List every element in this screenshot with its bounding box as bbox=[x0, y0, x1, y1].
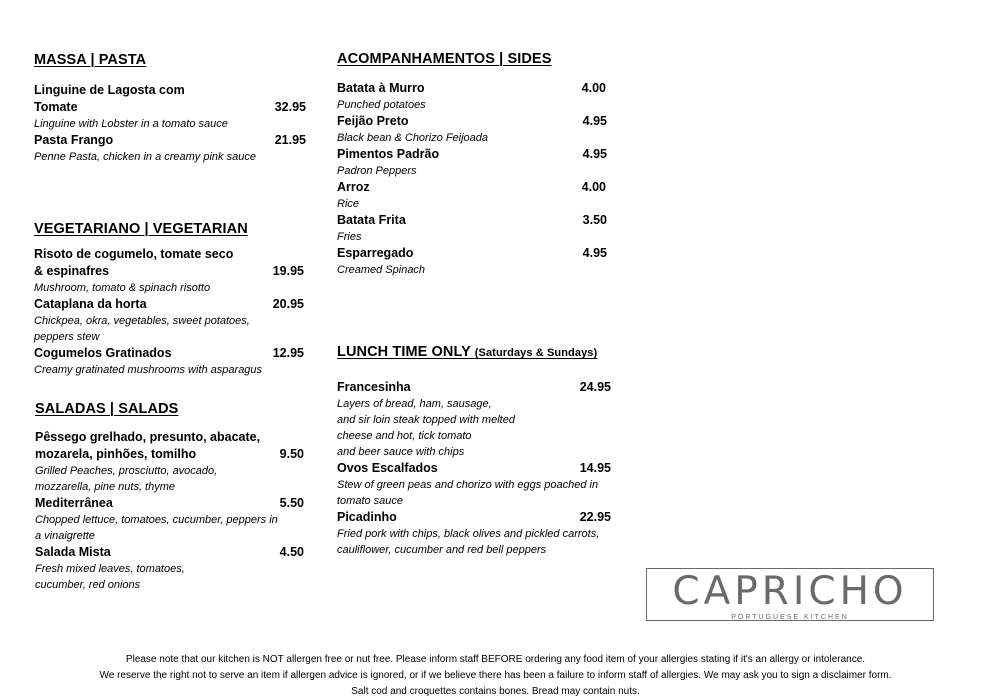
section-title bbox=[337, 344, 621, 360]
item-description: Linguine with Lobster in a tomato sauce bbox=[34, 118, 228, 130]
item-price: 4.95 bbox=[582, 114, 607, 128]
item-name: Mediterrânea bbox=[35, 496, 113, 510]
item-description: Black bean & Chorizo Feijoada bbox=[337, 132, 489, 144]
menu-item bbox=[337, 80, 607, 113]
menu-item bbox=[35, 429, 304, 495]
allergen-notice bbox=[0, 652, 991, 700]
item-description: Rice bbox=[337, 198, 360, 210]
menu-item bbox=[337, 379, 621, 460]
item-name: Picadinho bbox=[337, 510, 397, 524]
item-name: Batata Frita bbox=[337, 213, 406, 227]
item-description: Penne Pasta, chicken in a creamy pink sauce bbox=[34, 151, 256, 163]
item-price: 21.95 bbox=[274, 133, 306, 147]
menu-item bbox=[34, 246, 304, 296]
section-title: SALADAS | SALADS bbox=[35, 401, 179, 417]
item-price: 19.95 bbox=[272, 264, 304, 278]
section-title-main: LUNCH TIME ONLY bbox=[337, 344, 471, 360]
item-price: 4.00 bbox=[581, 81, 606, 95]
menu-item bbox=[35, 495, 304, 544]
item-price: 32.95 bbox=[274, 100, 306, 114]
item-description: Creamed Spinach bbox=[337, 264, 426, 276]
item-description: Fresh mixed leaves, tomatoes, cucumber, red onions bbox=[35, 563, 185, 591]
menu-item bbox=[34, 296, 304, 345]
item-name: Francesinha bbox=[337, 380, 411, 394]
logo-tagline: PORTUGUESE KITCHEN bbox=[731, 614, 849, 621]
menu-item bbox=[337, 245, 607, 278]
item-description: Fries bbox=[337, 231, 362, 243]
item-name: Feijão Preto bbox=[337, 114, 409, 128]
item-description: Fried pork with chips, black olives and pickled carrots, cauliflower, cucumber and red bell peppers bbox=[337, 528, 600, 556]
section-title: ACOMPANHAMENTOS | SIDES bbox=[337, 51, 552, 67]
item-price: 4.50 bbox=[279, 545, 304, 559]
item-name: Cogumelos Gratinados bbox=[34, 346, 172, 360]
pasta-section bbox=[34, 52, 306, 165]
section-subtitle: (Saturdays & Sundays) bbox=[474, 347, 598, 359]
menu-item bbox=[34, 132, 306, 165]
item-description: Mushroom, tomato & spinach risotto bbox=[34, 282, 211, 294]
menu-item bbox=[337, 460, 621, 509]
item-name: Salada Mista bbox=[35, 545, 111, 559]
item-price: 4.95 bbox=[582, 246, 607, 260]
item-description: Grilled Peaches, prosciutto, avocado, mozzarella, pine nuts, thyme bbox=[35, 465, 218, 493]
section-title: MASSA | PASTA bbox=[34, 52, 147, 68]
item-description: Layers of bread, ham, sausage, and sir loin steak topped with melted cheese and hot, tick tomato and beer sauce with chips bbox=[337, 398, 515, 458]
menu-item bbox=[35, 544, 304, 593]
menu-item bbox=[337, 212, 607, 245]
item-price: 4.95 bbox=[582, 147, 607, 161]
item-description: Padron Peppers bbox=[337, 165, 417, 177]
item-description: Punched potatoes bbox=[337, 99, 426, 111]
allergen-notice-line: We reserve the right not to serve an item if allergen advice is ignored, or if we believe there has been a failure to inform staff of allergies. We may ask you to sign a disclaimer form. bbox=[99, 670, 892, 681]
menu-item bbox=[34, 345, 304, 378]
allergen-notice-line: Salt cod and croquettes contains bones. Bread may contain nuts. bbox=[351, 686, 640, 697]
item-name: Cataplana da horta bbox=[34, 297, 147, 311]
item-name: Risoto de cogumelo, tomate seco bbox=[34, 247, 234, 261]
vegetarian-section bbox=[34, 221, 304, 378]
item-price: 14.95 bbox=[579, 461, 611, 475]
item-name: Pêssego grelhado, presunto, abacate, bbox=[35, 430, 261, 444]
item-description: Stew of green peas and chorizo with eggs poached in tomato sauce bbox=[337, 479, 599, 507]
item-description: Chickpea, okra, vegetables, sweet potatoes, peppers stew bbox=[34, 315, 250, 343]
sides-section bbox=[337, 51, 607, 278]
salads-section bbox=[35, 401, 304, 593]
item-price: 3.50 bbox=[582, 213, 607, 227]
capricho-logo bbox=[646, 568, 934, 621]
item-name: Pimentos Padrão bbox=[337, 147, 440, 161]
lunch-section bbox=[337, 344, 621, 558]
item-price: 12.95 bbox=[272, 346, 304, 360]
menu-item bbox=[337, 146, 607, 179]
section-title: VEGETARIANO | VEGETARIAN bbox=[34, 221, 248, 237]
item-name: Esparregado bbox=[337, 246, 414, 260]
item-name: Tomate bbox=[34, 100, 78, 114]
item-name: Arroz bbox=[337, 180, 370, 194]
item-description: Chopped lettuce, tomatoes, cucumber, peppers in a vinaigrette bbox=[35, 514, 278, 542]
item-price: 5.50 bbox=[279, 496, 304, 510]
menu-item bbox=[337, 509, 621, 558]
menu-item bbox=[337, 179, 607, 212]
item-price: 20.95 bbox=[272, 297, 304, 311]
menu-item bbox=[34, 82, 306, 132]
item-name: Linguine de Lagosta com bbox=[34, 83, 185, 97]
item-price: 24.95 bbox=[579, 380, 611, 394]
item-price: 9.50 bbox=[279, 447, 304, 461]
logo-wordmark: CAPRICHO bbox=[672, 569, 908, 614]
item-name: Pasta Frango bbox=[34, 133, 114, 147]
item-name: & espinafres bbox=[34, 264, 110, 278]
item-name: Batata à Murro bbox=[337, 81, 425, 95]
menu-item bbox=[337, 113, 607, 146]
item-name: mozarela, pinhões, tomilho bbox=[35, 447, 197, 461]
item-name: Ovos Escalfados bbox=[337, 461, 438, 475]
allergen-notice-line: Please note that our kitchen is NOT allergen free or nut free. Please inform staff BEFORE ordering any food item of your allergies stating if it's an allergy or intolerance. bbox=[125, 654, 866, 665]
item-description: Creamy gratinated mushrooms with asparagus bbox=[34, 364, 263, 376]
item-price: 4.00 bbox=[581, 180, 606, 194]
item-price: 22.95 bbox=[579, 510, 611, 524]
